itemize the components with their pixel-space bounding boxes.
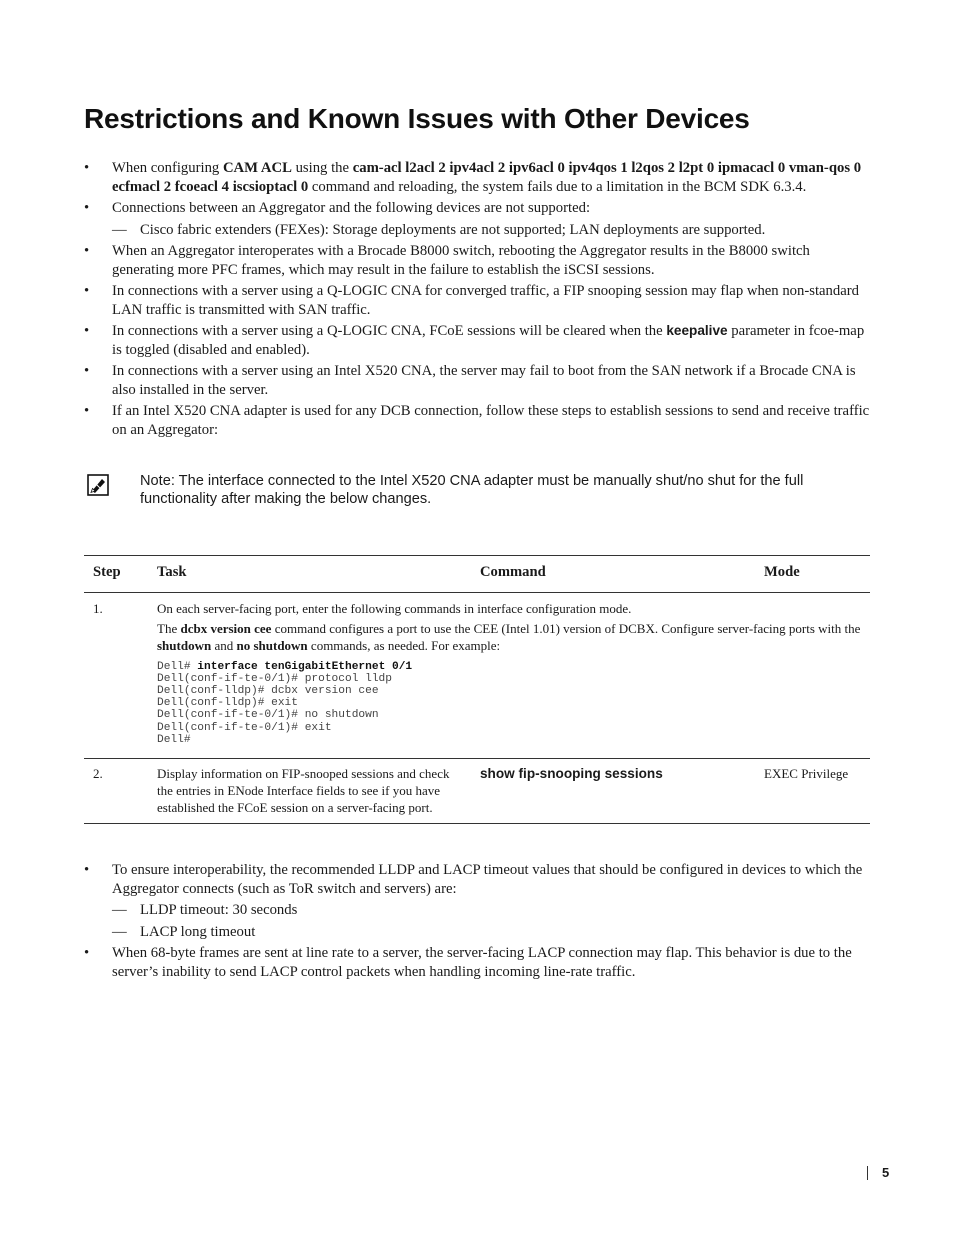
steps-table xyxy=(84,555,870,824)
sub-list-item: — Cisco fabric extenders (FEXes): Storage deployments are not supported; LAN deployments are supported. xyxy=(112,221,766,238)
list-item: • In connections with a server using an Intel X520 CNA, the server may fail to boot from the SAN network if a Brocade CNA is also installed in the server. xyxy=(84,362,870,399)
step-task xyxy=(157,593,870,759)
list-item: • Connections between an Aggregator and the following devices are not supported: — Cisco fabric extenders (FEXes): Storage deployments are not supported; LAN deployments are supported. xyxy=(84,199,870,239)
list-item: • In connections with a server using a Q-LOGIC CNA for converged traffic, a FIP snooping session may flap when non-standard LAN traffic is transmitted with SAN traffic. xyxy=(84,282,870,319)
list-item: • In connections with a server using a Q-LOGIC CNA, FCoE sessions will be cleared when the keepalive parameter in fcoe-map is toggled (disabled and enabled). xyxy=(84,322,870,359)
list-item: • If an Intel X520 CNA adapter is used for any DCB connection, follow these steps to establish sessions to send and receive traffic on an Aggregator: xyxy=(84,402,870,439)
sub-list-item: — LLDP timeout: 30 seconds xyxy=(112,902,298,918)
footer-divider xyxy=(867,1166,868,1180)
page-title: Restrictions and Known Issues with Other Devices xyxy=(84,103,750,134)
sub-list-item: — LACP long timeout xyxy=(112,923,256,940)
table-row xyxy=(84,759,870,824)
restrictions-list-top xyxy=(84,159,870,442)
task-intro: On each server-facing port, enter the following commands in interface configuration mode. xyxy=(157,601,632,616)
step-number: 2. xyxy=(93,766,103,782)
code-example: Dell# interface tenGigabitEthernet 0/1 Dell(conf-if-te-0/1)# protocol lldp Dell(conf-lldp)# dcbx version cee Dell(conf-lldp)# exit Dell(conf-if-te-0/1)# no shutdown Dell(conf-if-te-0/1)# exit Dell# xyxy=(157,660,413,746)
restrictions-list-bottom xyxy=(84,861,870,984)
step-command: show fip-snooping sessions xyxy=(480,766,663,782)
table-row xyxy=(84,593,870,759)
table-header-row xyxy=(84,556,870,593)
list-item: • To ensure interoperability, the recommended LLDP and LACP timeout values that should be configured in devices to which the Aggregator connects (such as ToR switch and servers) are: — LLDP timeout: 30 seconds — LACP long timeout xyxy=(84,861,870,941)
list-item: • When 68-byte frames are sent at line rate to a server, the server-facing LACP connection may flap. This behavior is due to the server’s inability to send LACP control packets when handling incoming line-rate traffic. xyxy=(84,944,870,981)
step-mode: EXEC Privilege xyxy=(764,766,849,782)
task-detail: The dcbx version cee command configures a port to use the CEE (Intel 1.01) version of DCBX. Configure server-facing ports with the shutdown and no shutdown commands, as needed. For example: xyxy=(157,621,861,654)
note-text: Note: The interface connected to the Intel X520 CNA adapter must be manually shut/no shut for the full functionality after making the below changes. xyxy=(140,473,804,507)
header-mode: Mode xyxy=(764,564,800,580)
list-item: • When configuring CAM ACL using the cam-acl l2acl 2 ipv4acl 2 ipv6acl 0 ipv4qos 1 l2qos 2 l2pt 0 ipmacacl 0 vman-qos 0 ecfmacl 2 fcoeacl 4 iscsioptacl 0 command and reloading, the system fails due to a limitation in the BCM SDK 6.3.4. xyxy=(84,159,870,196)
list-item: • When an Aggregator interoperates with a Brocade B8000 switch, rebooting the Aggregator results in the B8000 switch generating more PFC frames, which may result in the failure to establish the iSCSI sessions. xyxy=(84,242,870,279)
header-task: Task xyxy=(157,564,187,580)
note-pencil-icon xyxy=(87,474,109,496)
step-number: 1. xyxy=(93,601,103,616)
step-task: Display information on FIP-snooped sessions and check the entries in ENode Interface fields to see if you have established the FCoE session on a server-facing port. xyxy=(157,766,450,816)
page-footer xyxy=(867,1165,889,1180)
header-command: Command xyxy=(480,564,546,580)
header-step: Step xyxy=(93,564,121,580)
page-number: 5 xyxy=(882,1165,890,1180)
